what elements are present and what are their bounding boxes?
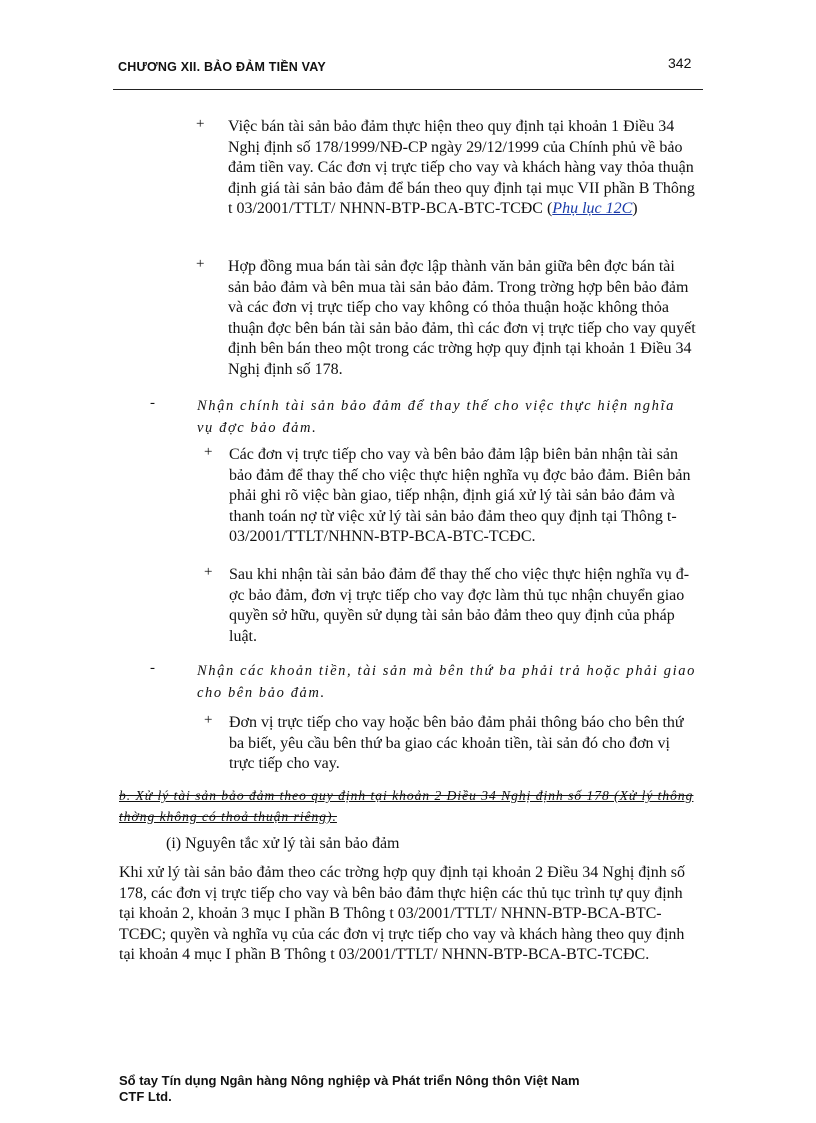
chapter-title: CHƯƠNG XII. BẢO ĐẢM TIỀN VAY [118,60,326,74]
section-b-body: Khi xử lý tài sản bảo đảm theo các trờng hợp quy định tại khoản 2 Điều 34 Nghị định số 178, các đơn vị trực tiếp cho vay và bên bảo đảm thực hiện các thủ tục trình tự quy định tại khoản 2, khoản 3 mục I phần B Thông t 03/2001/TTLT/ NHNN-BTP-BCA-BTC-TCĐC; quyền và nghĩa vụ của các đơn vị trực tiếp cho vay và khách hàng theo quy định tại khoản 4 mục I phần B Thông t 03/2001/TTLT/ NHNN-BTP-BCA-BTC-TCĐC. [119,864,685,964]
dash-marker: - [150,395,155,411]
section-heading-third-party: Nhận các khoản tiền, tài sản mà bên thứ ba phải trả hoặc phải giao cho bên bảo đảm. [197,663,696,701]
section-b-heading: b. Xử lý tài sản bảo đảm theo quy định tại khoản 2 Điều 34 Nghị định số 178 (Xử lý thông thờng không có thoả thuận riêng). [119,788,694,824]
bullet-handover-record: Các đơn vị trực tiếp cho vay và bên bảo đảm lập biên bản nhận tài sản bảo đảm để thay thế cho việc thực hiện nghĩa vụ đợc bảo đảm. Biên bản phải ghi rõ việc bàn giao, tiếp nhận, định giá xử lý tài sản bảo đảm và thanh toán nợ từ việc xử lý tài sản bảo đảm theo quy định tại Thông t 03/2001/TTLT/NHNN-BTP-BCA-BTC-TCĐC. [229,446,691,546]
bullet-marker: + [196,116,205,132]
header-divider [113,89,703,90]
bullet-text-tail: ) [632,200,638,218]
section-heading-receive-collateral: Nhận chính tài sản bảo đảm để thay thế cho việc thực hiện nghĩa vụ đợc bảo đảm. [197,398,675,436]
bullet-marker: + [204,444,213,460]
bullet-marker: + [204,712,213,728]
bullet-sale-of-collateral [228,117,698,220]
bullet-text: Việc bán tài sản bảo đảm thực hiện theo quy định tại khoản 1 Điều 34 Nghị định số 178/1999/NĐ-CP ngày 29/12/1999 của Chính phủ về bảo đảm tiền vay. Các đơn vị trực tiếp cho vay và khách hàng vay thỏa thuận định giá tài sản bảo đảm để bán theo quy định tại mục VII phần B Thông t 03/2001/TTLT/ NHNN-BTP-BCA-BTC-TCĐC ( [228,118,695,218]
bullet-marker: + [196,256,205,272]
page-number: 342 [668,55,692,71]
footer-company: CTF Ltd. [119,1089,172,1104]
footer-book-title: Sổ tay Tín dụng Ngân hàng Nông nghiệp và Phát triển Nông thôn Việt Nam [119,1073,580,1088]
page-footer [119,1073,580,1105]
subsection-principles-heading: (i) Nguyên tắc xử lý tài sản bảo đảm [166,835,400,852]
appendix-link[interactable]: Phụ lục 12C [552,200,633,218]
dash-marker: - [150,660,155,676]
bullet-sale-contract: Hợp đồng mua bán tài sản đợc lập thành văn bản giữa bên đợc bán tài sản bảo đảm và bên mua tài sản bảo đảm. Trong trờng hợp bên bảo đảm và các đơn vị trực tiếp cho vay không có thỏa thuận hoặc không thỏa thuận đợc bên bán tài sản bảo đảm, thì các đơn vị trực tiếp cho vay quyết định bên bán theo một trong các trờng hợp quy định tại khoản 1 Điều 34 Nghị định số 178. [228,258,696,378]
bullet-marker: + [204,564,213,580]
bullet-ownership-transfer: Sau khi nhận tài sản bảo đảm để thay thế cho việc thực hiện nghĩa vụ đợc bảo đảm, đơn vị trực tiếp cho vay đợc làm thủ tục nhận chuyển giao quyền sở hữu, quyền sử dụng tài sản bảo đảm theo quy định của pháp luật. [229,566,690,645]
bullet-third-party-notice: Đơn vị trực tiếp cho vay hoặc bên bảo đảm phải thông báo cho bên thứ ba biết, yêu cầu bên thứ ba giao các khoản tiền, tài sản đó cho đơn vị trực tiếp cho vay. [229,714,684,773]
